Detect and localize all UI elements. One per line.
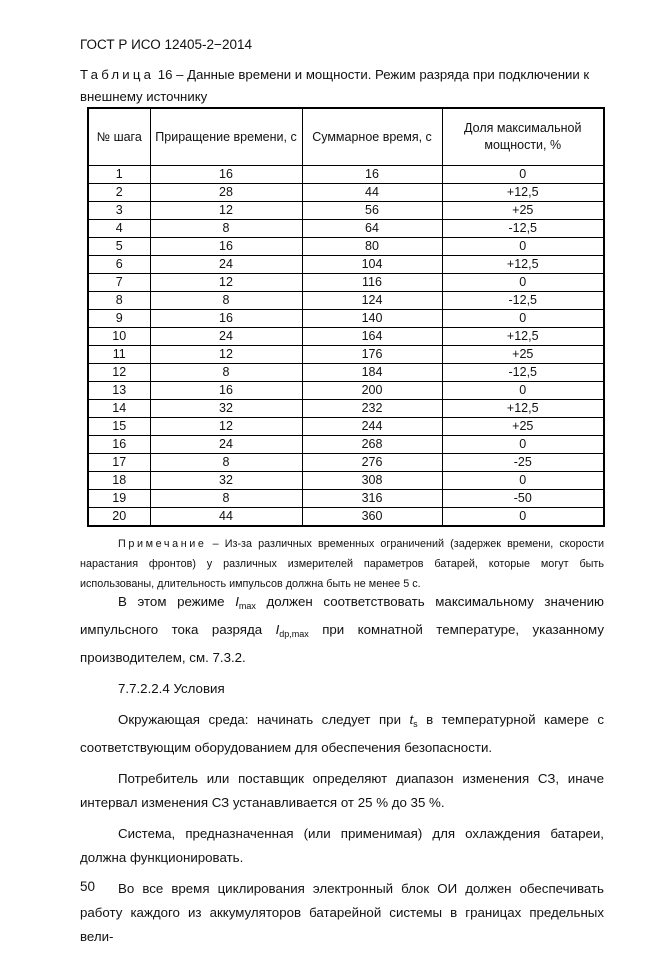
table-cell: 44 <box>150 508 302 527</box>
table-cell: 20 <box>88 508 150 527</box>
table-row <box>88 310 604 328</box>
table-cell: 268 <box>302 436 442 454</box>
table-row <box>88 328 604 346</box>
table-cell: 0 <box>442 274 604 292</box>
table-cell: 19 <box>88 490 150 508</box>
table-cell: 12 <box>150 274 302 292</box>
table-cell: 80 <box>302 238 442 256</box>
table-cell: 18 <box>88 472 150 490</box>
body-text <box>80 590 604 956</box>
table-cell: 360 <box>302 508 442 527</box>
table-cell: -50 <box>442 490 604 508</box>
table-cell: 8 <box>150 454 302 472</box>
table-cell: 4 <box>88 220 150 238</box>
table-cell: 124 <box>302 292 442 310</box>
table-cell: 0 <box>442 472 604 490</box>
data-table <box>87 107 605 527</box>
table-cell: 14 <box>88 400 150 418</box>
table-cell: 12 <box>150 346 302 364</box>
table-cell: 176 <box>302 346 442 364</box>
paragraph-cycling: Во все время циклирования электронный блок ОИ должен обеспечивать работу каждого из аккумуляторов батарейной системы в границах предельных вели- <box>80 881 604 944</box>
subscript: dp,max <box>279 629 309 639</box>
table-cell: 8 <box>150 364 302 382</box>
table-cell: 13 <box>88 382 150 400</box>
table-cell: 0 <box>442 310 604 328</box>
table-cell: +25 <box>442 346 604 364</box>
subscript: max <box>238 601 256 611</box>
paragraph-text: в температурной камере с соответствующим оборудованием для обеспечения безопасности. <box>80 712 604 755</box>
paragraph-environment <box>80 708 604 760</box>
table-cell: 8 <box>150 220 302 238</box>
table-cell: 64 <box>302 220 442 238</box>
table-row <box>88 364 604 382</box>
table-caption <box>80 64 604 108</box>
table-cell: 11 <box>88 346 150 364</box>
table-cell: 24 <box>150 256 302 274</box>
table-row <box>88 292 604 310</box>
table-cell: 0 <box>442 382 604 400</box>
table-cell: 16 <box>150 382 302 400</box>
table-cell: 116 <box>302 274 442 292</box>
table-cell: 24 <box>150 436 302 454</box>
table-cell: 200 <box>302 382 442 400</box>
table-cell: 8 <box>150 292 302 310</box>
paragraph-soc-range: Потребитель или поставщик определяют диапазон изменения СЗ, иначе интервал изменения СЗ устанавливается от 25 % до 35 %. <box>80 771 604 810</box>
table-cell: +12,5 <box>442 400 604 418</box>
table-row <box>88 238 604 256</box>
table-cell: 0 <box>442 166 604 184</box>
table-cell: 140 <box>302 310 442 328</box>
table-cell: 184 <box>302 364 442 382</box>
table-cell: 32 <box>150 472 302 490</box>
table-cell: 308 <box>302 472 442 490</box>
column-header-step: № шага <box>88 108 150 166</box>
variable-t: t <box>409 712 414 727</box>
table-cell: 244 <box>302 418 442 436</box>
table-row <box>88 490 604 508</box>
table-cell: 10 <box>88 328 150 346</box>
table-cell: 7 <box>88 274 150 292</box>
note-text: – Из-за различных временных ограничений (задержек времени, скорости нарастания фронтов) у различных измерителей параметров батарей, которые могут быть использованы, длительность импульсов должна быть не менее 5 с. <box>80 538 604 590</box>
table-cell: 12 <box>150 418 302 436</box>
document-header: ГОСТ Р ИСО 12405-2−2014 <box>80 37 252 52</box>
paragraph-text: В этом режиме <box>118 594 236 609</box>
paragraph-text: должен соответствовать максимальному значению импульсного тока разряда <box>80 594 604 637</box>
subscript: s <box>413 719 418 729</box>
table-row <box>88 436 604 454</box>
table-cell: 8 <box>150 490 302 508</box>
note-label: Примечание <box>118 538 207 550</box>
table-cell: 8 <box>88 292 150 310</box>
table-cell: 9 <box>88 310 150 328</box>
table-cell: 16 <box>150 238 302 256</box>
table-cell: 0 <box>442 238 604 256</box>
table-row <box>88 346 604 364</box>
table-cell: 164 <box>302 328 442 346</box>
table-cell: 0 <box>442 508 604 527</box>
variable-i-dp-max: I <box>275 622 280 637</box>
table-cell: -12,5 <box>442 364 604 382</box>
table-cell: -12,5 <box>442 220 604 238</box>
table-header-row <box>88 108 604 166</box>
paragraph-cooling: Система, предназначенная (или применимая) для охлаждения батареи, должна функционировать. <box>80 826 604 865</box>
section-heading: 7.7.2.2.4 Условия <box>118 681 225 696</box>
table-row <box>88 418 604 436</box>
table-row <box>88 256 604 274</box>
table-cell: 17 <box>88 454 150 472</box>
table-cell: 24 <box>150 328 302 346</box>
page-number: 50 <box>80 879 96 894</box>
table-cell: 6 <box>88 256 150 274</box>
table-cell: +25 <box>442 418 604 436</box>
table-caption-label: Таблица <box>80 67 155 82</box>
table-cell: 16 <box>88 436 150 454</box>
table-cell: 0 <box>442 436 604 454</box>
table-row <box>88 472 604 490</box>
table-cell: 276 <box>302 454 442 472</box>
variable-i-max: I <box>235 594 239 609</box>
column-header-total-time: Суммарное время, с <box>302 108 442 166</box>
table-row <box>88 202 604 220</box>
table-row <box>88 454 604 472</box>
paragraph-text: Окружающая среда: начинать следует при <box>118 712 410 727</box>
table-cell: 5 <box>88 238 150 256</box>
table-row <box>88 382 604 400</box>
table-cell: 16 <box>150 166 302 184</box>
column-header-power-share: Доля максимальной мощности, % <box>442 108 604 166</box>
table-cell: 104 <box>302 256 442 274</box>
table-cell: +25 <box>442 202 604 220</box>
table-cell: 56 <box>302 202 442 220</box>
table-cell: 1 <box>88 166 150 184</box>
column-header-time-increment: Приращение времени, с <box>150 108 302 166</box>
table-cell: 28 <box>150 184 302 202</box>
table-cell: +12,5 <box>442 184 604 202</box>
table-cell: 16 <box>302 166 442 184</box>
paragraph-mode <box>80 590 604 670</box>
table-cell: 12 <box>150 202 302 220</box>
table-cell: 2 <box>88 184 150 202</box>
table-cell: 16 <box>150 310 302 328</box>
table-cell: 15 <box>88 418 150 436</box>
paragraph-text: при комнатной температуре, указанному производителем, см. 7.3.2. <box>80 622 604 665</box>
table-row <box>88 274 604 292</box>
table-row <box>88 166 604 184</box>
table-row <box>88 184 604 202</box>
table-cell: 232 <box>302 400 442 418</box>
table-cell: 316 <box>302 490 442 508</box>
table-caption-text: 16 – Данные времени и мощности. Режим разряда при подключении к внешнему источнику <box>80 67 590 104</box>
table-cell: 44 <box>302 184 442 202</box>
table-row <box>88 220 604 238</box>
table-cell: +12,5 <box>442 328 604 346</box>
table-cell: -25 <box>442 454 604 472</box>
table-body <box>88 166 604 527</box>
table-cell: 32 <box>150 400 302 418</box>
table-cell: 12 <box>88 364 150 382</box>
table-cell: -12,5 <box>442 292 604 310</box>
table-row <box>88 400 604 418</box>
table-note <box>80 534 604 594</box>
table-cell: +12,5 <box>442 256 604 274</box>
table-row <box>88 508 604 527</box>
table-cell: 3 <box>88 202 150 220</box>
